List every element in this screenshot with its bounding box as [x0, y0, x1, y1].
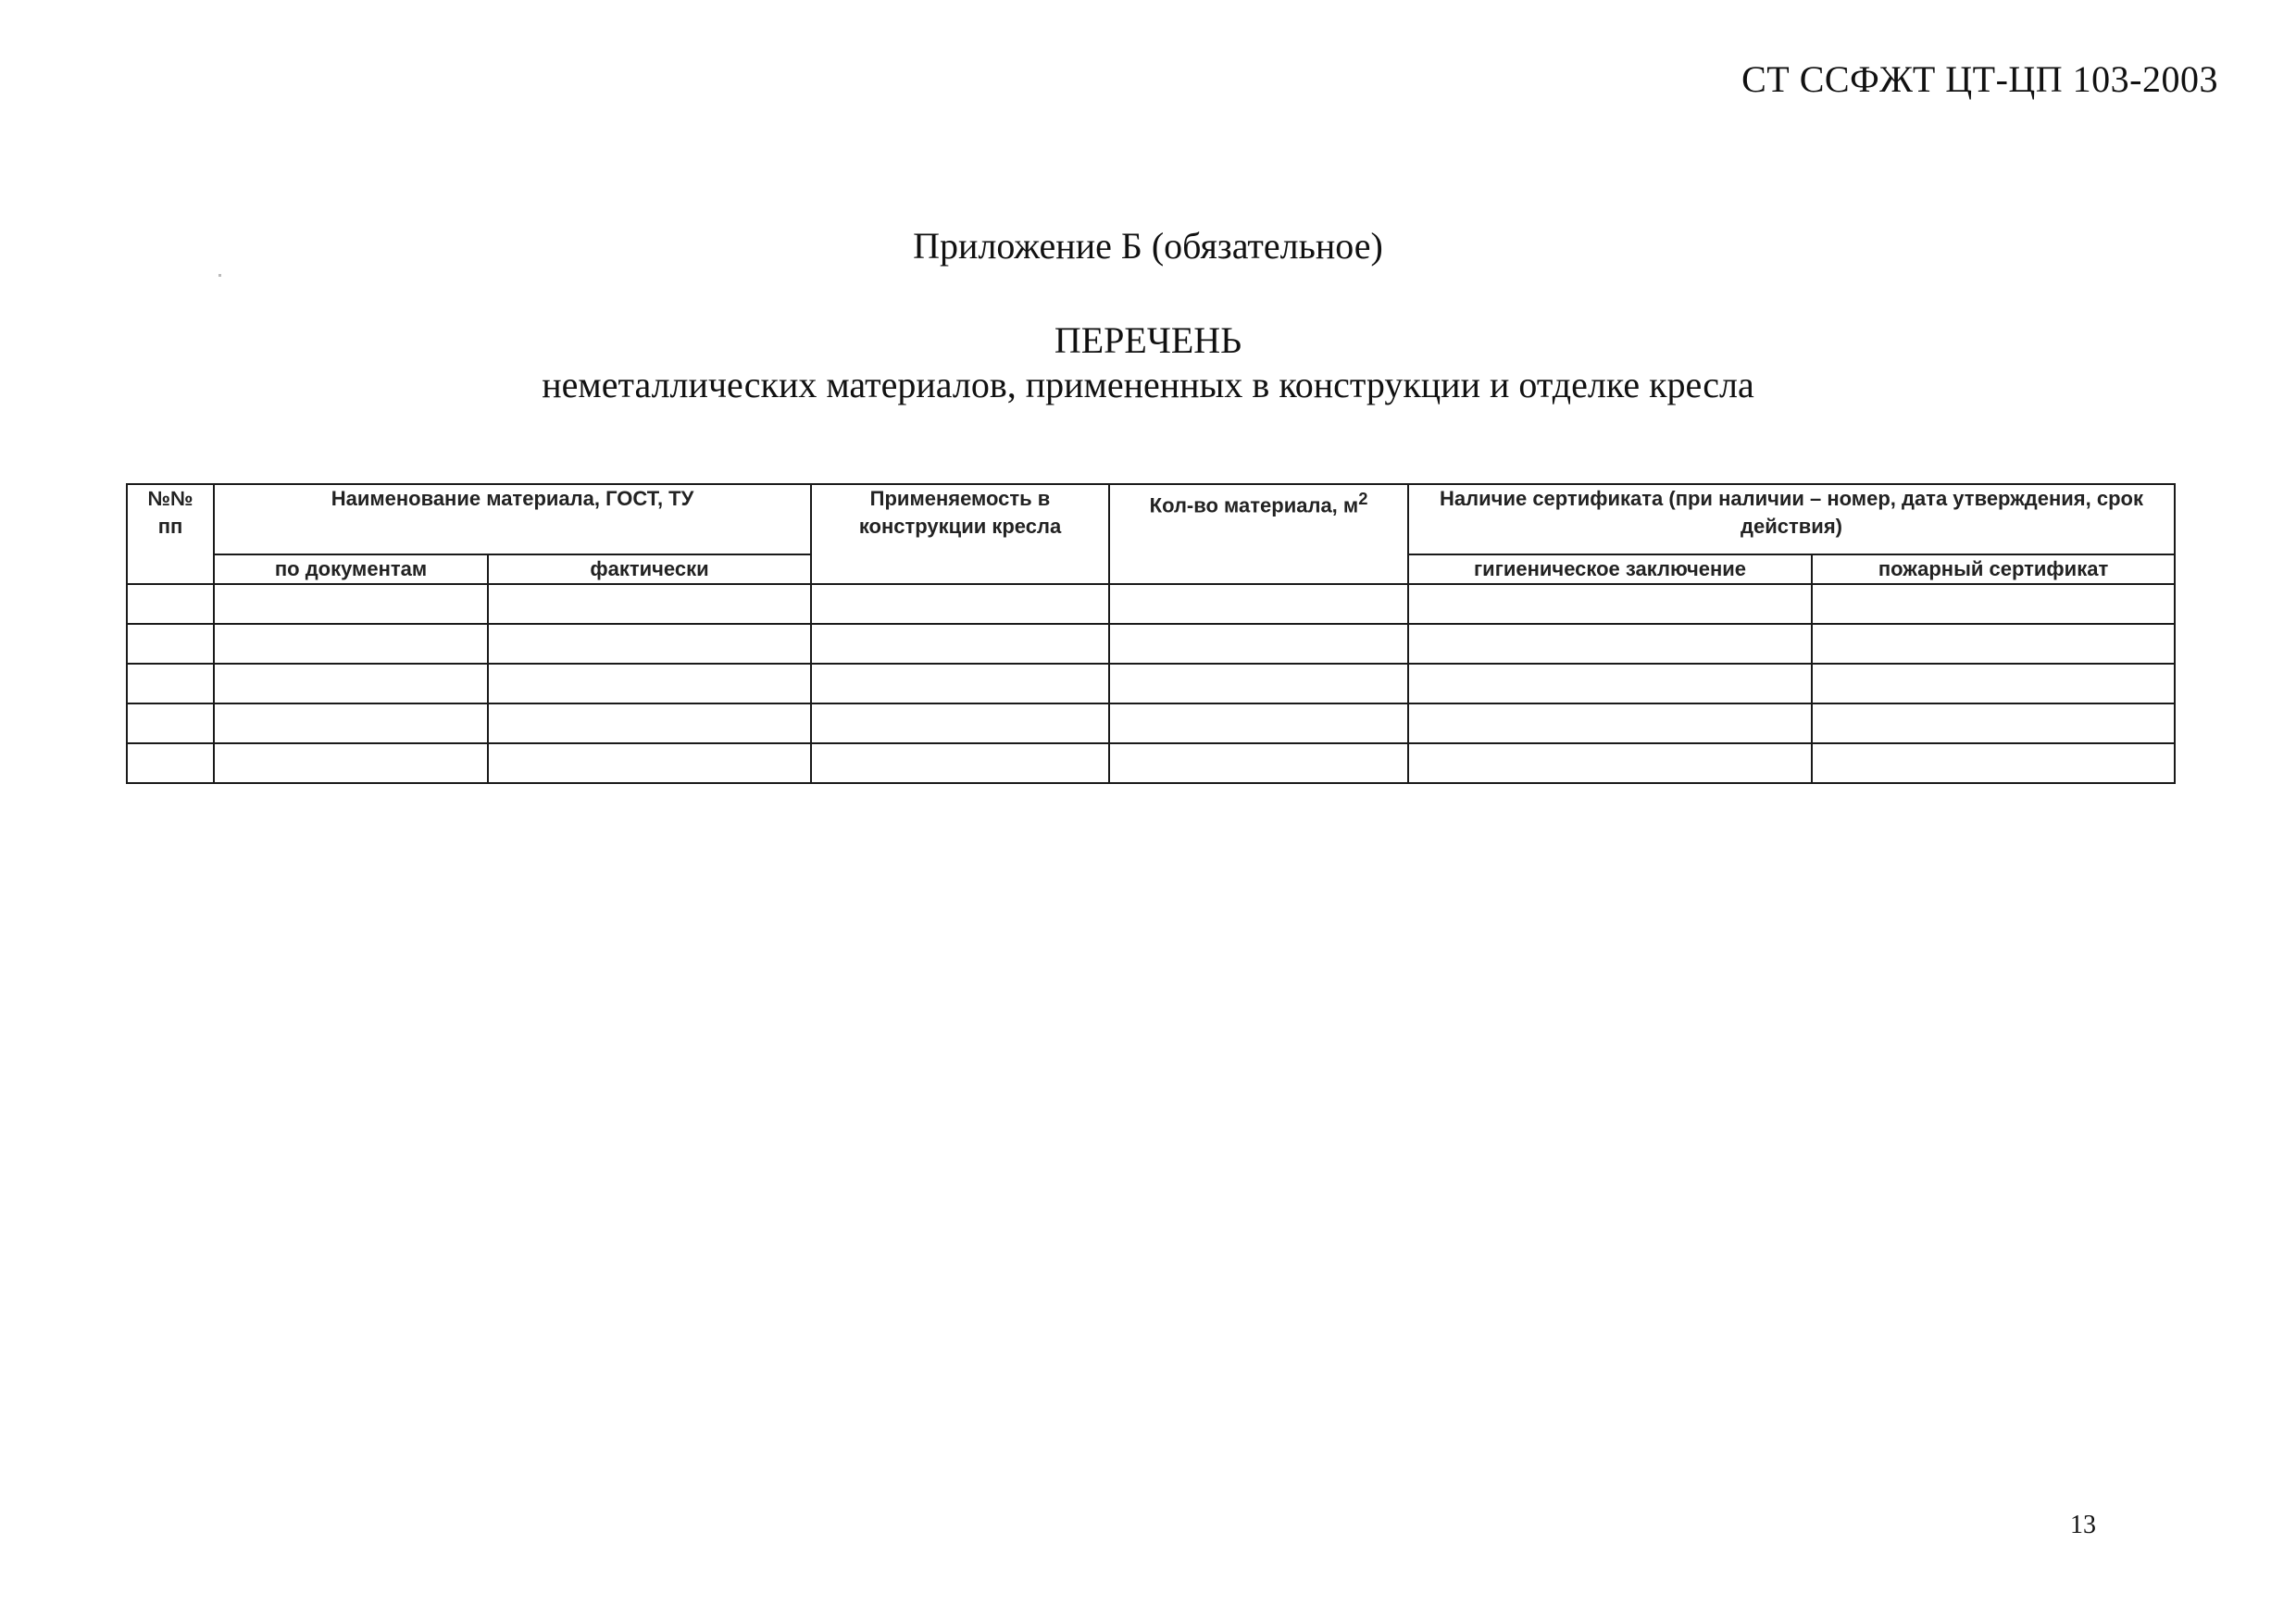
table-cell: [811, 703, 1109, 743]
table-cell: [488, 743, 811, 783]
table-row: [127, 624, 2175, 664]
table-cell: [214, 703, 488, 743]
table-cell: [1408, 624, 1812, 664]
table-cell: [811, 584, 1109, 624]
table-cell: [214, 624, 488, 664]
header-quantity-unit-exp: 2: [1358, 489, 1368, 508]
header-name-by-docs: по документам: [214, 554, 488, 584]
appendix-title: Приложение Б (обязательное): [913, 225, 1383, 267]
table-cell: [488, 624, 811, 664]
table-cell: [488, 703, 811, 743]
header-number-line2: пп: [157, 515, 183, 538]
table-row: [127, 584, 2175, 624]
table-cell: [127, 584, 214, 624]
header-cert-fire: пожарный сертификат: [1812, 554, 2175, 584]
header-cert-hygienic: гигиеническое заключение: [1408, 554, 1812, 584]
header-quantity: [1109, 484, 1408, 584]
list-subtitle: неметаллических материалов, примененных в конструкции и отделке кресла: [542, 364, 1754, 405]
table-cell: [488, 664, 811, 703]
table-cell: [1109, 584, 1408, 624]
list-title: ПЕРЕЧЕНЬ: [1054, 319, 1242, 361]
table-cell: [811, 743, 1109, 783]
table-cell: [214, 664, 488, 703]
header-certificate: Наличие сертификата (при наличии – номер, дата утверждения, срок действия): [1408, 484, 2175, 554]
table-cell: [1109, 743, 1408, 783]
header-applicability: Применяемость в конструкции кресла: [811, 484, 1109, 584]
table-cell: [127, 703, 214, 743]
table-cell: [1408, 584, 1812, 624]
header-number: [127, 484, 214, 584]
page-number: 13: [2070, 1511, 2096, 1539]
table-cell: [1812, 703, 2175, 743]
table-cell: [127, 743, 214, 783]
materials-table: [126, 483, 2176, 784]
table-cell: [488, 584, 811, 624]
table-header-row: [127, 484, 2175, 554]
table-row: [127, 743, 2175, 783]
table-cell: [1109, 664, 1408, 703]
table-cell: [1109, 624, 1408, 664]
table-cell: [1408, 743, 1812, 783]
document-code: СТ ССФЖТ ЦТ-ЦП 103-2003: [1741, 58, 2218, 100]
table-cell: [1812, 584, 2175, 624]
table-cell: [811, 624, 1109, 664]
header-name-actual: фактически: [488, 554, 811, 584]
table-cell: [1408, 664, 1812, 703]
table-cell: [1812, 664, 2175, 703]
table-cell: [1408, 703, 1812, 743]
header-material-name: Наименование материала, ГОСТ, ТУ: [214, 484, 811, 554]
table-cell: [811, 664, 1109, 703]
scan-speck: [218, 274, 221, 277]
table-cell: [214, 743, 488, 783]
header-number-line1: №№: [147, 487, 193, 510]
header-quantity-text: Кол-во материала, м: [1149, 493, 1359, 517]
table-cell: [1812, 743, 2175, 783]
table-row: [127, 703, 2175, 743]
table-row: [127, 664, 2175, 703]
table-cell: [1109, 703, 1408, 743]
table-cell: [214, 584, 488, 624]
table-cell: [127, 624, 214, 664]
table-cell: [127, 664, 214, 703]
table-cell: [1812, 624, 2175, 664]
